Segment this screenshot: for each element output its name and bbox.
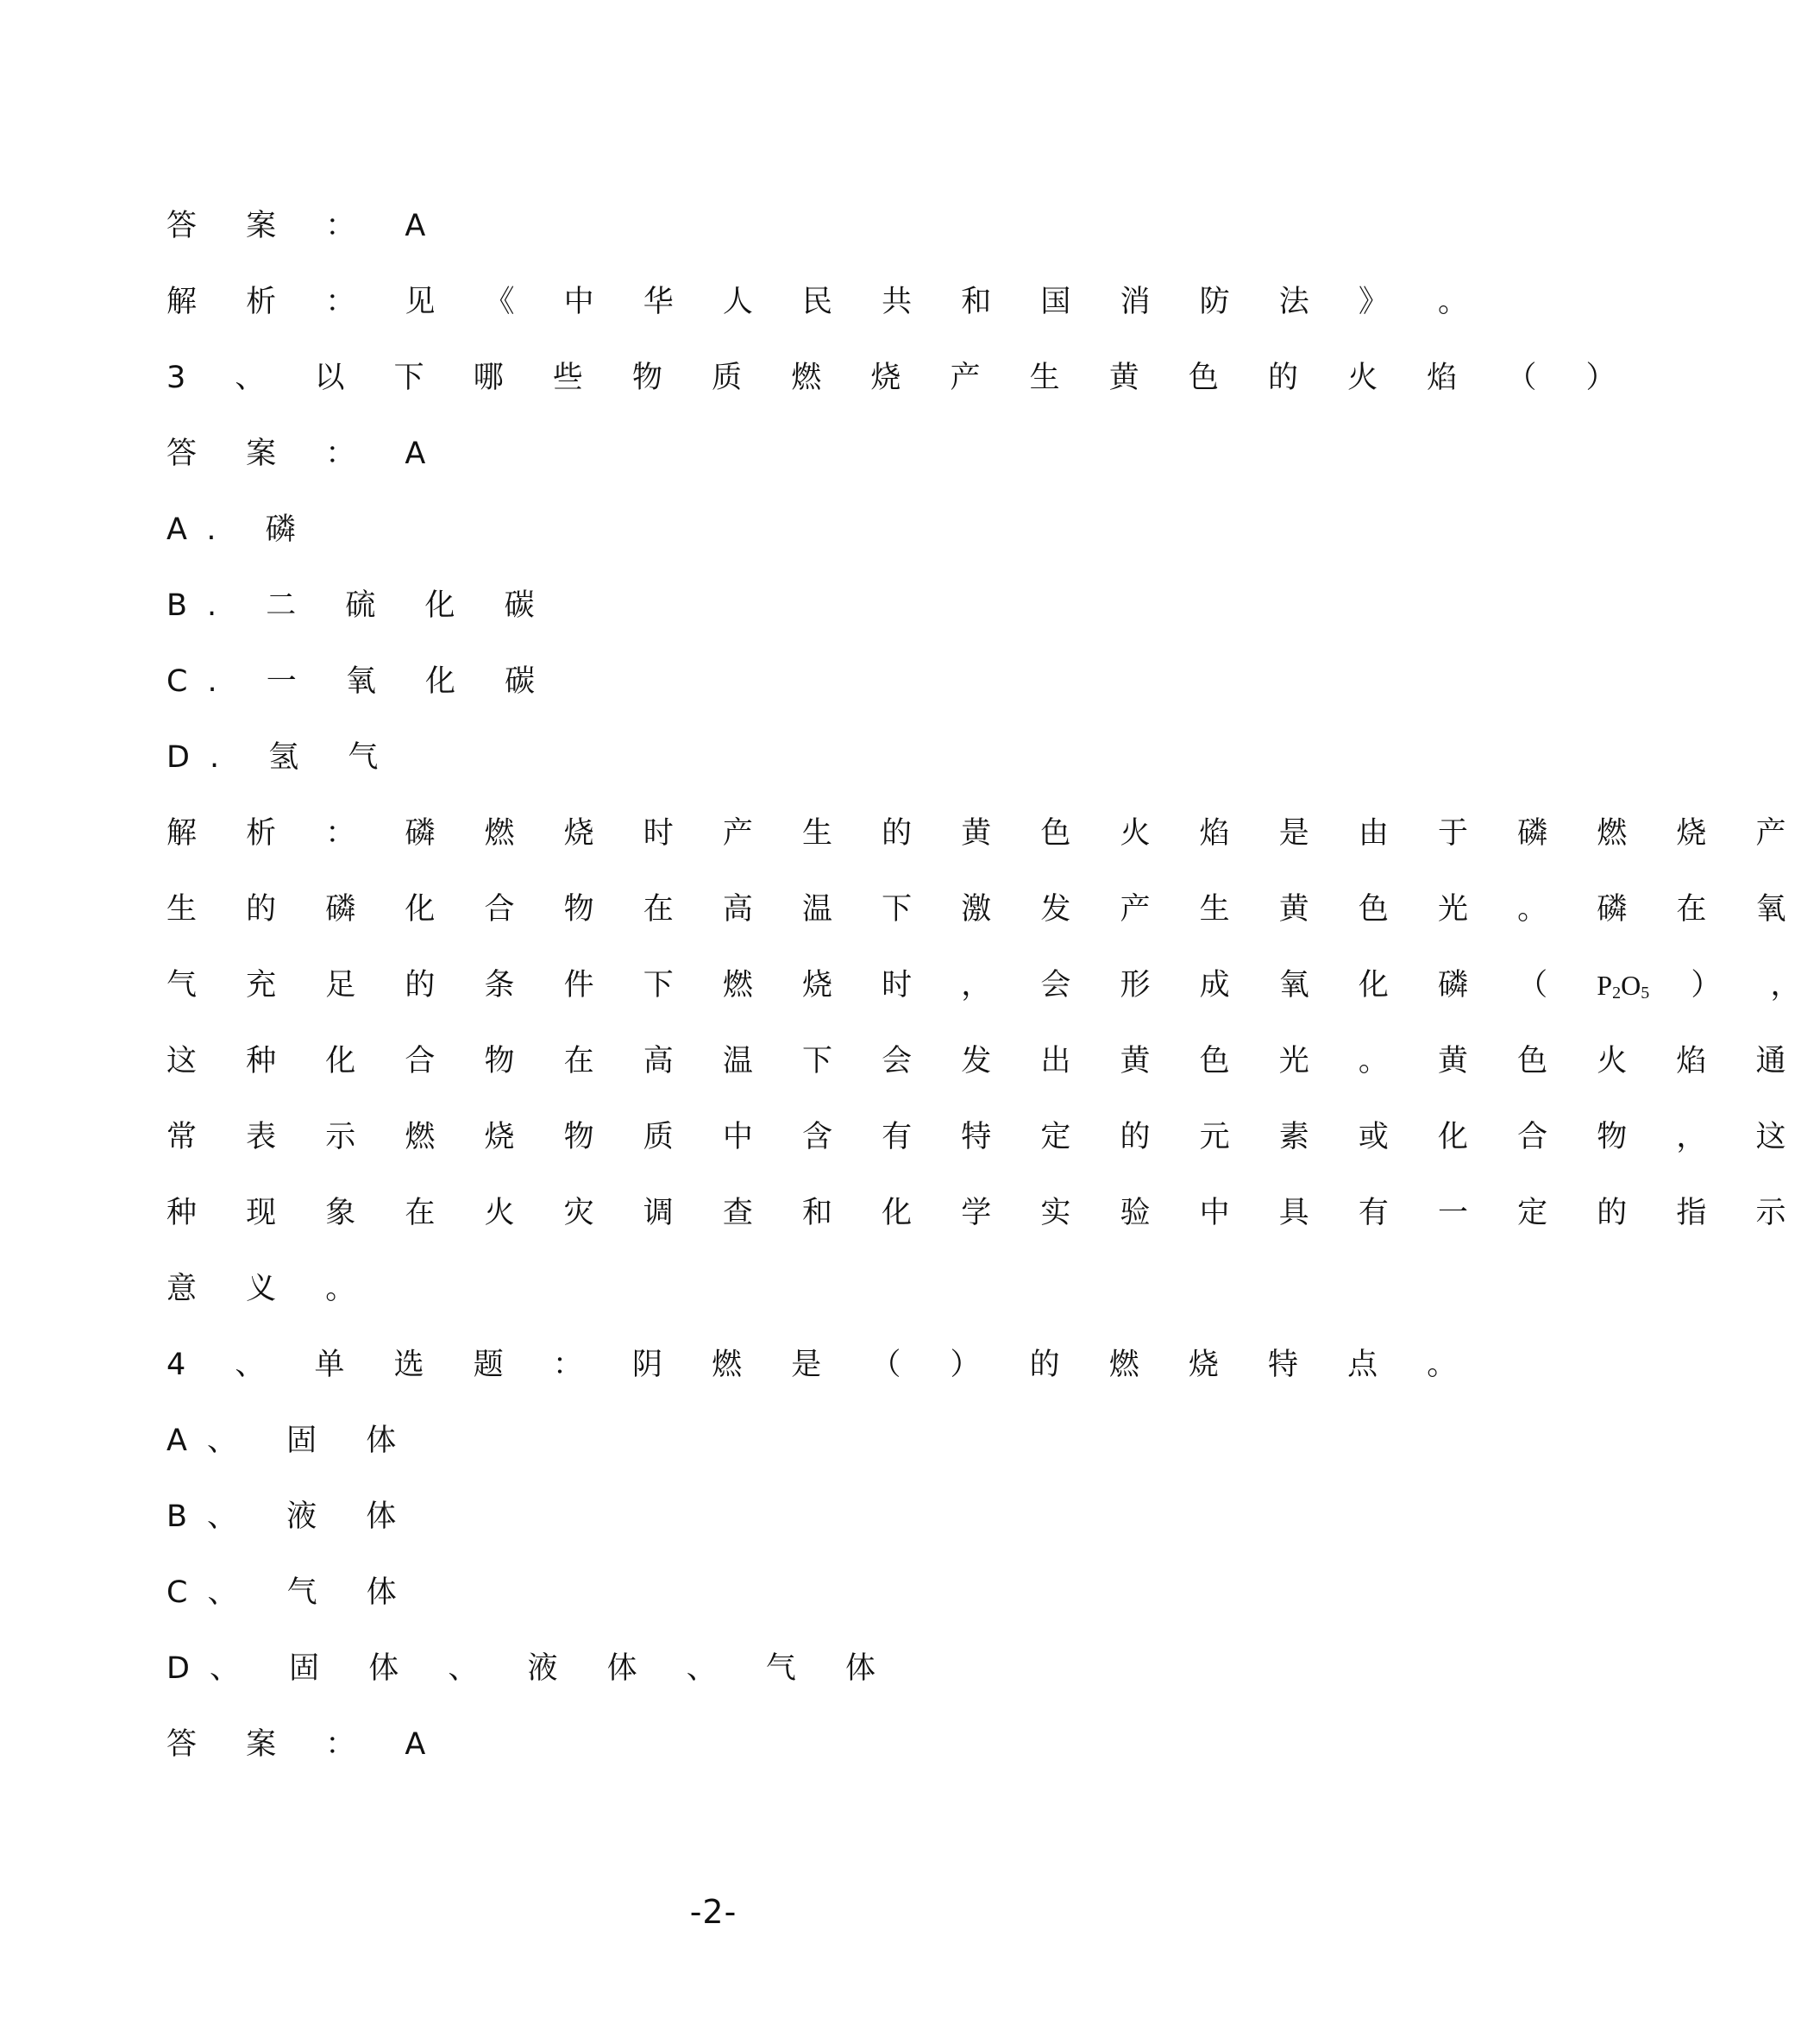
q4-question: 4 、 单 选 题 ： 阴 燃 是 （ ） 的 燃 烧 特 点 。 bbox=[166, 1348, 1478, 1382]
q3-explanation-line: 常 表 示 燃 烧 物 质 中 含 有 特 定 的 元 素 或 化 合 物 ， 这 bbox=[166, 1120, 1806, 1154]
q3-option-a: A. 磷 bbox=[166, 512, 316, 547]
q3-explanation-line bbox=[166, 968, 1820, 1003]
q4-answer: 答 案 ： A bbox=[166, 1727, 446, 1762]
q3-explanation-line: 生 的 磷 化 合 物 在 高 温 下 激 发 产 生 黄 色 光 。 磷 在 氧 bbox=[166, 892, 1806, 927]
q3-explanation-text: 气 充 足 的 条 件 下 燃 烧 时 ， 会 形 成 氧 化 磷 （ bbox=[166, 968, 1568, 1003]
q3-explanation-line: 这 种 化 合 物 在 高 温 下 会 发 出 黄 色 光 。 黄 色 火 焰 通 bbox=[166, 1044, 1806, 1078]
q2-explanation: 解 析 ： 见 《 中 华 人 民 共 和 国 消 防 法 》 。 bbox=[166, 285, 1489, 319]
q4-option-c: C、 气 体 bbox=[166, 1575, 417, 1610]
q2-answer: 答 案 ： A bbox=[166, 209, 446, 243]
q4-option-d: D、 固 体 、 液 体 、 气 体 bbox=[166, 1651, 895, 1686]
formula-close: ） ， bbox=[1691, 968, 1820, 1003]
q3-explanation-line: 意 义 。 bbox=[166, 1272, 376, 1306]
q3-option-d: D. 氢 气 bbox=[166, 740, 399, 775]
q3-answer: 答 案 ： A bbox=[166, 437, 446, 471]
q3-explanation-line: 解 析 ： 磷 燃 烧 时 产 生 的 黄 色 火 焰 是 由 于 磷 燃 烧 产 bbox=[166, 816, 1806, 851]
chemical-formula: $P_2O_5$ bbox=[1597, 970, 1650, 1003]
page-number: -2- bbox=[689, 1893, 737, 1931]
q3-question: 3 、 以 下 哪 些 物 质 燃 烧 产 生 黄 色 的 火 焰 （ ） bbox=[166, 361, 1636, 395]
q3-explanation-line: 种 现 象 在 火 灾 调 查 和 化 学 实 验 中 具 有 一 定 的 指 示 bbox=[166, 1196, 1806, 1230]
q3-option-c: C. 一 氧 化 碳 bbox=[166, 664, 555, 699]
q4-option-b: B、 液 体 bbox=[166, 1499, 417, 1534]
q4-option-a: A、 固 体 bbox=[166, 1424, 417, 1458]
q3-option-b: B. 二 硫 化 碳 bbox=[166, 588, 555, 623]
